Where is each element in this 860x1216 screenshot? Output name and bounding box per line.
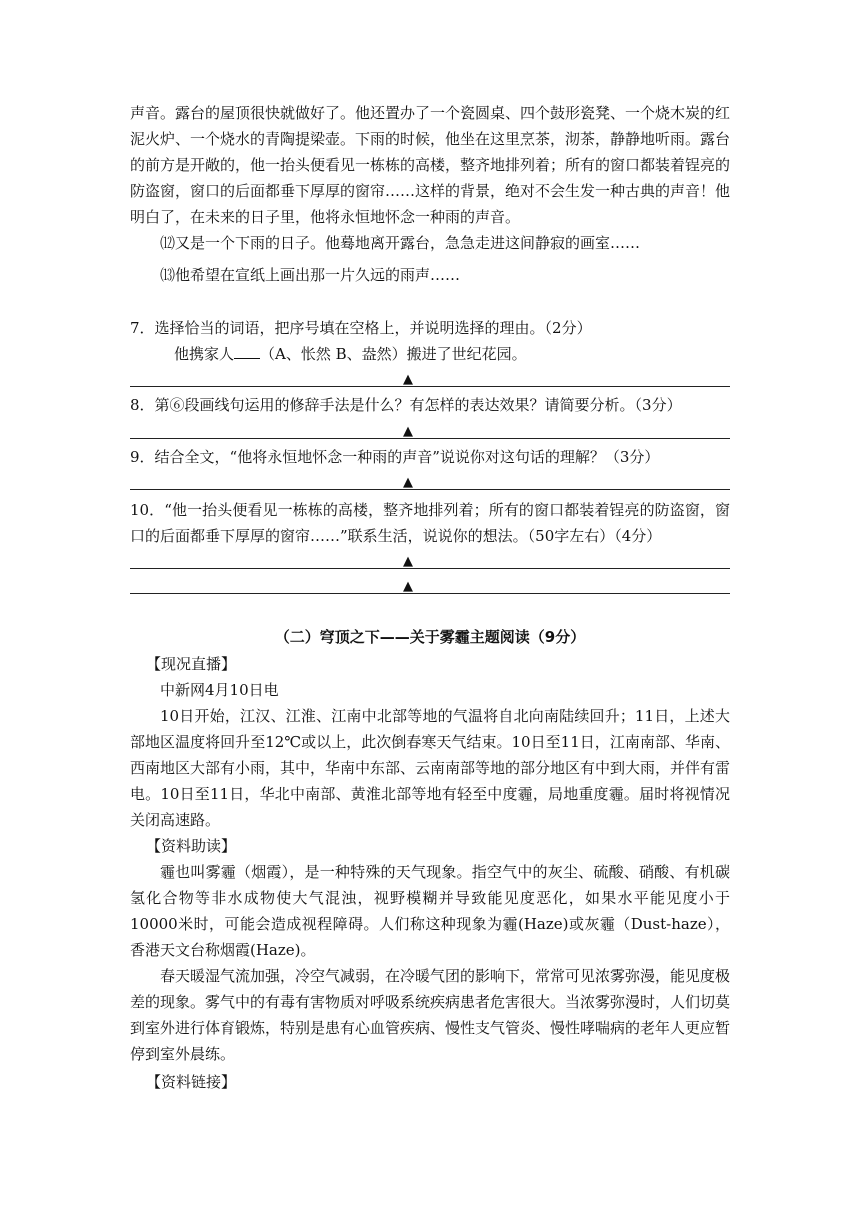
question-7: 7．选择恰当的词语，把序号填在空格上，并说明选择的理由。（2分） bbox=[130, 319, 592, 337]
story-paragraph-13: ⒀他希望在宣纸上画出那一片久远的雨声…… bbox=[160, 266, 461, 284]
heading-reading-material: 【资料助读】 bbox=[146, 837, 237, 855]
question-7-sentence-start: 他携家人 bbox=[174, 345, 235, 363]
question-7-sentence bbox=[174, 341, 527, 367]
answer-line-q10-2[interactable] bbox=[130, 593, 730, 594]
question-7-sentence-end: （A、怅然 B、盎然）搬进了世纪花园。 bbox=[260, 345, 527, 363]
question-7-answer-blank[interactable] bbox=[234, 344, 260, 359]
section-title: （二）穹顶之下——关于雾霾主题阅读（9分） bbox=[274, 628, 586, 646]
answer-line-q7[interactable] bbox=[130, 386, 730, 387]
question-10: 10．“他一抬头便看见一栋栋的高楼，整齐地排列着；所有的窗口都装着锃亮的防盗窗，窗口的后面都垂下厚厚的窗帘……”联系生活，说说你的想法。（50字左右）（4分） bbox=[130, 501, 730, 545]
heading-material-link: 【资料链接】 bbox=[146, 1073, 237, 1091]
answer-line-q8[interactable] bbox=[130, 438, 730, 439]
material-paragraph-1: 霾也叫雾霾（烟霞），是一种特殊的天气现象。指空气中的灰尘、硫酸、硝酸、有机碳氢化合物等非水成物使大气混浊，视野模糊并导致能见度恶化，如果水平能见度小于10000米时，可能会造成视程障碍。人们称这种现象为霾(Haze)或灰霾（Dust-haze），香港天文台称烟霞(Haze)。 bbox=[130, 863, 730, 959]
story-paragraph-12: ⑿又是一个下雨的日子。他蓦地离开露台，急急走进这间静寂的画室…… bbox=[160, 234, 641, 252]
material-paragraph-2: 春天暖湿气流加强，冷空气减弱，在冷暖气团的影响下，常常可见浓雾弥漫，能见度极差的现象。雾气中的有毒有害物质对呼吸系统疾病患者危害很大。当浓雾弥漫时，人们切莫到室外进行体育锻炼，特别是患有心血管疾病、慢性支气管炎、慢性哮喘病的老年人更应暂停到室外晨练。 bbox=[130, 967, 731, 1063]
news-source: 中新网4月10日电 bbox=[160, 681, 279, 699]
question-8: 8．第⑥段画线句运用的修辞手法是什么？有怎样的表达效果？请简要分析。（3分） bbox=[130, 396, 682, 414]
story-paragraph-continued: 声音。露台的屋顶很快就做好了。他还置办了一个瓷圆桌、四个鼓形瓷凳、一个烧木炭的红泥火炉、一个烧水的青陶提梁壶。下雨的时候，他坐在这里烹茶，沏茶，静静地听雨。露台的前方是开敞的，他一抬头便看见一栋栋的高楼，整齐地排列着；所有的窗口都装着锃亮的防盗窗，窗口的后面都垂下厚厚的窗帘……这样的背景，绝对不会生发一种古典的声音！他明白了，在未来的日子里，他将永恒地怀念一种雨的声音。 bbox=[130, 104, 731, 226]
answer-line-q9[interactable] bbox=[130, 489, 730, 490]
answer-mark-triangle: ▲ bbox=[403, 424, 413, 439]
answer-mark-triangle: ▲ bbox=[403, 475, 413, 490]
answer-line-q10-1[interactable] bbox=[130, 568, 730, 569]
heading-live-report: 【现况直播】 bbox=[146, 655, 237, 673]
answer-mark-triangle: ▲ bbox=[403, 554, 413, 569]
news-paragraph: 10日开始，江汉、江淮、江南中北部等地的气温将自北向南陆续回升；11日，上述大部地区温度将回升至12℃或以上，此次倒春寒天气结束。10日至11日，江南南部、华南、西南地区大部有小雨，其中，华南中东部、云南南部等地的部分地区有中到大雨，并伴有雷电。10日至11日，华北中南部、黄淮北部等地有轻至中度霾，局地重度霾。届时将视情况关闭高速路。 bbox=[130, 707, 731, 829]
answer-mark-triangle: ▲ bbox=[403, 579, 413, 594]
question-9: 9．结合全文，“他将永恒地怀念一种雨的声音”说说你对这句话的理解？（3分） bbox=[130, 448, 660, 466]
answer-mark-triangle: ▲ bbox=[403, 372, 413, 387]
